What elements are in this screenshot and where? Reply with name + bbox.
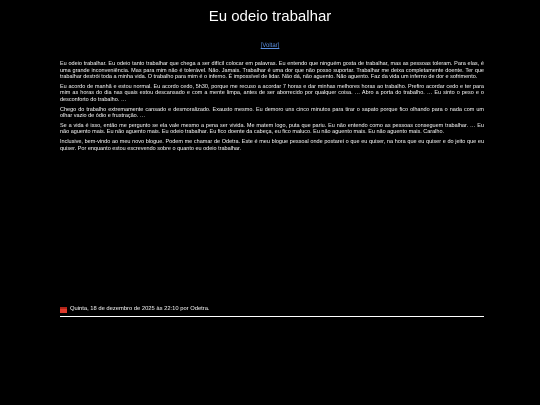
back-link-container	[0, 42, 540, 50]
footer-divider	[60, 316, 484, 317]
post-paragraph-1: Eu odeio trabalhar. Eu odeio tanto trabalhar que chega a ser difícil colocar em palavras. Eu entendo que ninguém gosta de trabalhar, mas as pessoas toleram. Para elas, é uma grande inconveniência. Mas para mim não é tolerável. Não. Jamais. Trabalhar é uma dor que não posso suportar. Trabalhar me deixa completamente doente. Ter que trabalhar destrói toda a minha vida. O trabalho para mim é o inferno. É impossível de lidar. Não dá, não aguento. Não aguento. Faz da vida um inferno de dor e sofrimento.	[60, 61, 484, 81]
back-link[interactable]: [Voltar]	[260, 43, 280, 49]
page-title: Eu odeio trabalhar	[208, 8, 332, 25]
post-footer	[60, 306, 484, 313]
post-paragraph-2: Eu acordo de manhã e estou normal. Eu acordo cedo, 5h30, porque me recuso a acordar 7 horas e dar minhas melhores horas ao trabalho. Prefiro acordar cedo e ter para mim as horas do dia nas quais estou descansado e com a mente limpa, antes de ser aborrecido por qualquer coisa. … Abro a porta do trabalho. … Eu sinto o peso e o desconforto do trabalho. …	[60, 83, 484, 103]
calendar-icon	[60, 307, 67, 313]
post-paragraph-5: Inclusive, bem-vindo ao meu novo blogue. Podem me chamar de Odetra. Este é meu blogue pessoal onde postarei o que eu quiser, na hora que eu quiser e do jeito que eu quiser. Por enquanto estou escrevendo sobre o quanto eu odeio trabalhar.	[60, 138, 484, 152]
post-body	[60, 61, 484, 155]
post-paragraph-4: Se a vida é isso, então me pergunto se ela vale mesmo a pena ser vivida. Me matem logo, puta que pariu. Eu não entendo como as pessoas conseguem trabalhar. … Eu não aguento mais. Eu não aguento mais. Eu odeio trabalhar. Eu fico doente da cabeça, eu fico maluco. Eu não aguento mais. Eu não aguento mais. Caralho.	[60, 122, 484, 136]
post-paragraph-3: Chego do trabalho extremamente cansado e desmoralizado. Exausto mesmo. Eu demoro uns cinco minutos para tirar o sapato porque fico olhando para o nada com um olhar vazio de ódio e frustração. …	[60, 106, 484, 120]
post-timestamp: Quinta, 18 de dezembro de 2025 às 22:10 por Odetra.	[70, 306, 210, 312]
